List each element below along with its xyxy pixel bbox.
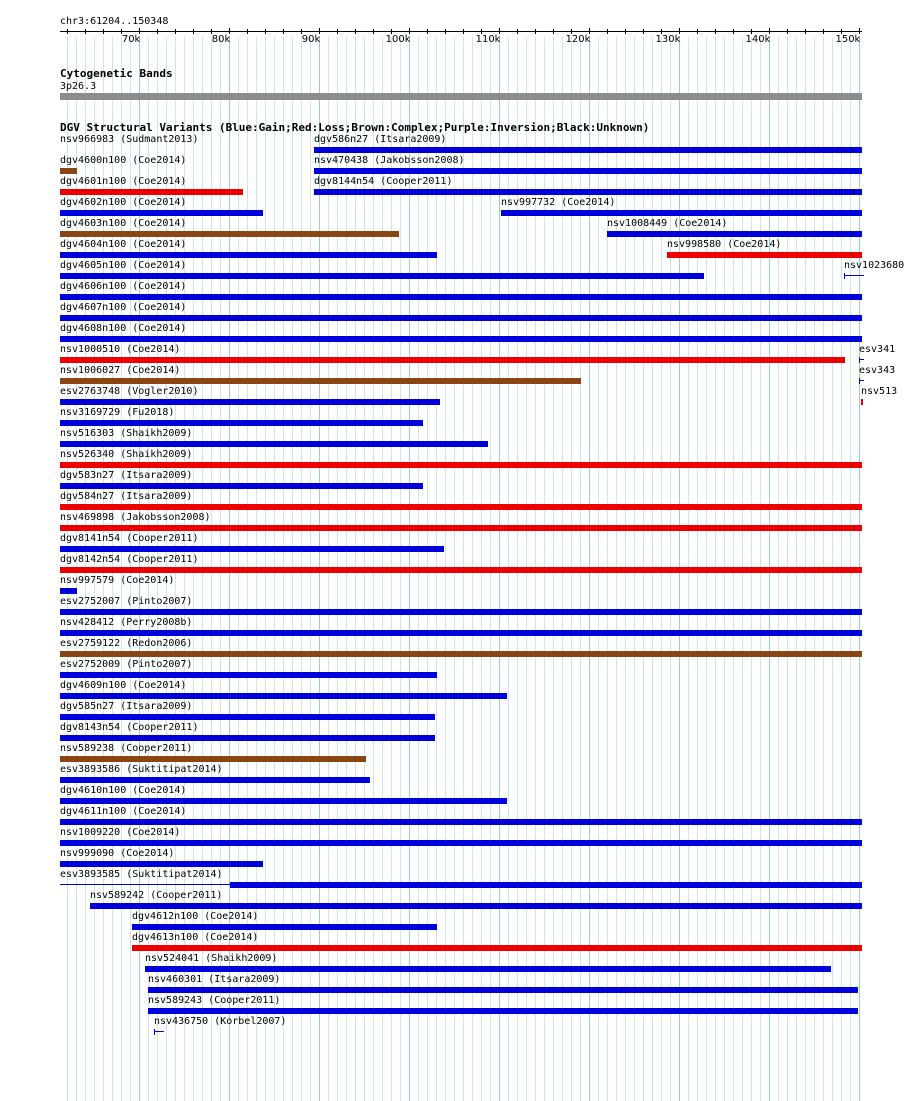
sv-feature-bar[interactable] (148, 987, 858, 993)
sv-feature-label[interactable]: dgv4607n100 (Coe2014) (60, 302, 187, 313)
sv-feature-label[interactable]: nsv470438 (Jakobsson2008) (314, 155, 465, 166)
ruler-tick-label: 150k (835, 34, 861, 45)
sv-feature-label[interactable]: nsv3169729 (Fu2018) (60, 407, 175, 418)
sv-feature-bar[interactable] (60, 756, 366, 762)
ruler-tick-label: 120k (565, 34, 591, 45)
sv-feature-cap (844, 273, 845, 279)
sv-feature-label[interactable]: dgv4601n100 (Coe2014) (60, 176, 187, 187)
cytoband-label: 3p26.3 (60, 81, 97, 92)
sv-feature-label[interactable]: nsv1000510 (Coe2014) (60, 344, 181, 355)
sv-feature-bar[interactable] (60, 819, 862, 825)
sv-feature-label[interactable]: esv2763748 (Vogler2010) (60, 386, 199, 397)
cytoband-track-title[interactable]: Cytogenetic Bands (60, 67, 173, 80)
sv-feature-bar[interactable] (60, 483, 423, 489)
sv-feature-bar[interactable] (60, 357, 845, 363)
sv-feature-bar[interactable] (60, 273, 704, 279)
sv-feature-bar[interactable] (60, 861, 263, 867)
sv-feature-bar[interactable] (314, 147, 862, 153)
sv-feature-bar[interactable] (314, 189, 862, 195)
sv-feature-label[interactable]: nsv589238 (Cooper2011) (60, 743, 193, 754)
sv-feature-label[interactable]: nsv524041 (Shaikh2009) (145, 953, 278, 964)
sv-feature-bar[interactable] (314, 168, 862, 174)
sv-feature-label[interactable]: nsv1009220 (Coe2014) (60, 827, 181, 838)
sv-feature-label[interactable]: esv343 (859, 365, 896, 376)
sv-feature-bar[interactable] (60, 315, 862, 321)
sv-feature-label[interactable]: esv2759122 (Redon2006) (60, 638, 193, 649)
sv-feature-bar[interactable] (844, 275, 864, 276)
sv-feature-bar[interactable] (60, 588, 77, 594)
sv-feature-bar[interactable] (60, 441, 488, 447)
sv-feature-label[interactable]: dgv4605n100 (Coe2014) (60, 260, 187, 271)
ruler-location: chr3:61204..150348 (60, 16, 169, 27)
sv-feature-label[interactable]: dgv4611n100 (Coe2014) (60, 806, 187, 817)
sv-feature-label[interactable]: nsv460301 (Itsara2009) (148, 974, 281, 985)
sv-feature-label[interactable]: dgv8143n54 (Cooper2011) (60, 722, 199, 733)
cytoband-bar[interactable] (60, 93, 862, 100)
sv-feature-bar[interactable] (90, 903, 862, 909)
sv-feature-bar[interactable] (60, 504, 862, 510)
sv-feature-label[interactable]: dgv8144n54 (Cooper2011) (314, 176, 453, 187)
sv-feature-label[interactable]: dgv583n27 (Itsara2009) (60, 470, 193, 481)
sv-feature-label[interactable]: nsv1023680 (844, 260, 904, 271)
ruler-tick-label: 70k (121, 34, 141, 45)
sv-feature-label[interactable]: dgv8141n54 (Cooper2011) (60, 533, 199, 544)
sv-feature-cap (859, 378, 860, 384)
sv-feature-bar[interactable] (60, 462, 862, 468)
ruler-tick-label: 110k (475, 34, 501, 45)
sv-feature-label[interactable]: nsv513 (861, 386, 898, 397)
sv-feature-label[interactable]: nsv428412 (Perry2008b) (60, 617, 193, 628)
sv-feature-label[interactable]: dgv4600n100 (Coe2014) (60, 155, 187, 166)
sv-feature-label[interactable]: nsv589243 (Cooper2011) (148, 995, 281, 1006)
sv-feature-bar[interactable] (60, 651, 862, 657)
sv-feature-bar[interactable] (667, 252, 862, 258)
ruler-tick-label: 80k (211, 34, 231, 45)
sv-feature-label[interactable]: dgv4610n100 (Coe2014) (60, 785, 187, 796)
sv-feature-label[interactable]: dgv4602n100 (Coe2014) (60, 197, 187, 208)
sv-feature-bar[interactable] (60, 840, 862, 846)
sv-feature-bar[interactable] (60, 714, 435, 720)
sv-feature-bar[interactable] (60, 630, 862, 636)
sv-feature-label[interactable]: dgv4609n100 (Coe2014) (60, 680, 187, 691)
sv-feature-bar[interactable] (60, 378, 581, 384)
sv-feature-bar[interactable] (60, 399, 440, 405)
sv-feature-bar[interactable] (60, 252, 437, 258)
sv-feature-bar[interactable] (60, 294, 862, 300)
sv-feature-bar[interactable] (60, 672, 437, 678)
sv-feature-bar[interactable] (60, 168, 77, 174)
sv-feature-label[interactable]: esv2752009 (Pinto2007) (60, 659, 193, 670)
sv-feature-label[interactable]: dgv4613n100 (Coe2014) (132, 932, 259, 943)
sv-feature-label[interactable]: esv3893586 (Suktitipat2014) (60, 764, 223, 775)
sv-feature-label[interactable]: esv2752007 (Pinto2007) (60, 596, 193, 607)
sv-feature-label[interactable]: dgv586n27 (Itsara2009) (314, 134, 447, 145)
sv-feature-bar[interactable] (60, 693, 507, 699)
sv-feature-bar[interactable] (60, 798, 507, 804)
ruler-tick-label: 140k (745, 34, 771, 45)
sv-feature-bar[interactable] (132, 945, 862, 951)
sv-feature-label[interactable]: dgv4608n100 (Coe2014) (60, 323, 187, 334)
sv-feature-label[interactable]: nsv1006027 (Coe2014) (60, 365, 181, 376)
sv-feature-bar[interactable] (145, 966, 831, 972)
sv-feature-label[interactable]: nsv999090 (Coe2014) (60, 848, 175, 859)
sv-feature-cap (154, 1029, 155, 1035)
sv-feature-label[interactable]: nsv526340 (Shaikh2009) (60, 449, 193, 460)
sv-feature-bar[interactable] (60, 777, 370, 783)
sv-feature-bar[interactable] (501, 210, 862, 216)
sv-feature-label[interactable]: dgv584n27 (Itsara2009) (60, 491, 193, 502)
sv-feature-label[interactable]: esv3893585 (Suktitipat2014) (60, 869, 223, 880)
sv-feature-bar[interactable] (230, 882, 862, 888)
sv-feature-bar[interactable] (861, 399, 863, 405)
sv-feature-bar[interactable] (60, 567, 862, 573)
sv-feature-label[interactable]: nsv966983 (Sudmant2013) (60, 134, 199, 145)
sv-feature-label[interactable]: nsv1008449 (Coe2014) (607, 218, 728, 229)
sv-feature-label[interactable]: nsv469898 (Jakobsson2008) (60, 512, 211, 523)
sv-feature-thin-part[interactable] (60, 884, 230, 885)
dgv-track-title[interactable]: DGV Structural Variants (Blue:Gain;Red:Loss;Brown:Complex;Purple:Inversion;Black:Unknown) (60, 121, 650, 134)
sv-feature-label[interactable]: dgv4603n100 (Coe2014) (60, 218, 187, 229)
sv-feature-bar[interactable] (60, 210, 263, 216)
sv-feature-label[interactable]: nsv516303 (Shaikh2009) (60, 428, 193, 439)
sv-feature-label[interactable]: nsv436750 (Korbel2007) (154, 1016, 287, 1027)
sv-feature-label[interactable]: dgv4606n100 (Coe2014) (60, 281, 187, 292)
sv-feature-bar[interactable] (60, 231, 399, 237)
sv-feature-bar[interactable] (60, 525, 862, 531)
sv-feature-bar[interactable] (60, 546, 444, 552)
ruler-tick-label: 90k (301, 34, 321, 45)
sv-feature-label[interactable]: nsv589242 (Cooper2011) (90, 890, 223, 901)
sv-feature-bar[interactable] (154, 1031, 164, 1032)
sv-feature-label[interactable]: dgv585n27 (Itsara2009) (60, 701, 193, 712)
sv-feature-label[interactable]: nsv998580 (Coe2014) (667, 239, 782, 250)
sv-feature-label[interactable]: nsv997732 (Coe2014) (501, 197, 616, 208)
sv-feature-bar[interactable] (607, 231, 862, 237)
ruler-tick-label: 130k (655, 34, 681, 45)
sv-feature-label[interactable]: nsv997579 (Coe2014) (60, 575, 175, 586)
sv-feature-label[interactable]: dgv4612n100 (Coe2014) (132, 911, 259, 922)
sv-feature-bar[interactable] (132, 924, 437, 930)
sv-feature-bar[interactable] (60, 735, 435, 741)
sv-feature-label[interactable]: dgv4604n100 (Coe2014) (60, 239, 187, 250)
sv-feature-label[interactable]: esv341 (859, 344, 896, 355)
sv-feature-cap (859, 357, 860, 363)
sv-feature-label[interactable]: dgv8142n54 (Cooper2011) (60, 554, 199, 565)
sv-feature-bar[interactable] (60, 336, 862, 342)
sv-feature-bar[interactable] (60, 189, 243, 195)
sv-feature-bar[interactable] (60, 609, 862, 615)
sv-feature-bar[interactable] (60, 420, 423, 426)
ruler-tick-label: 100k (385, 34, 411, 45)
sv-feature-bar[interactable] (148, 1008, 858, 1014)
